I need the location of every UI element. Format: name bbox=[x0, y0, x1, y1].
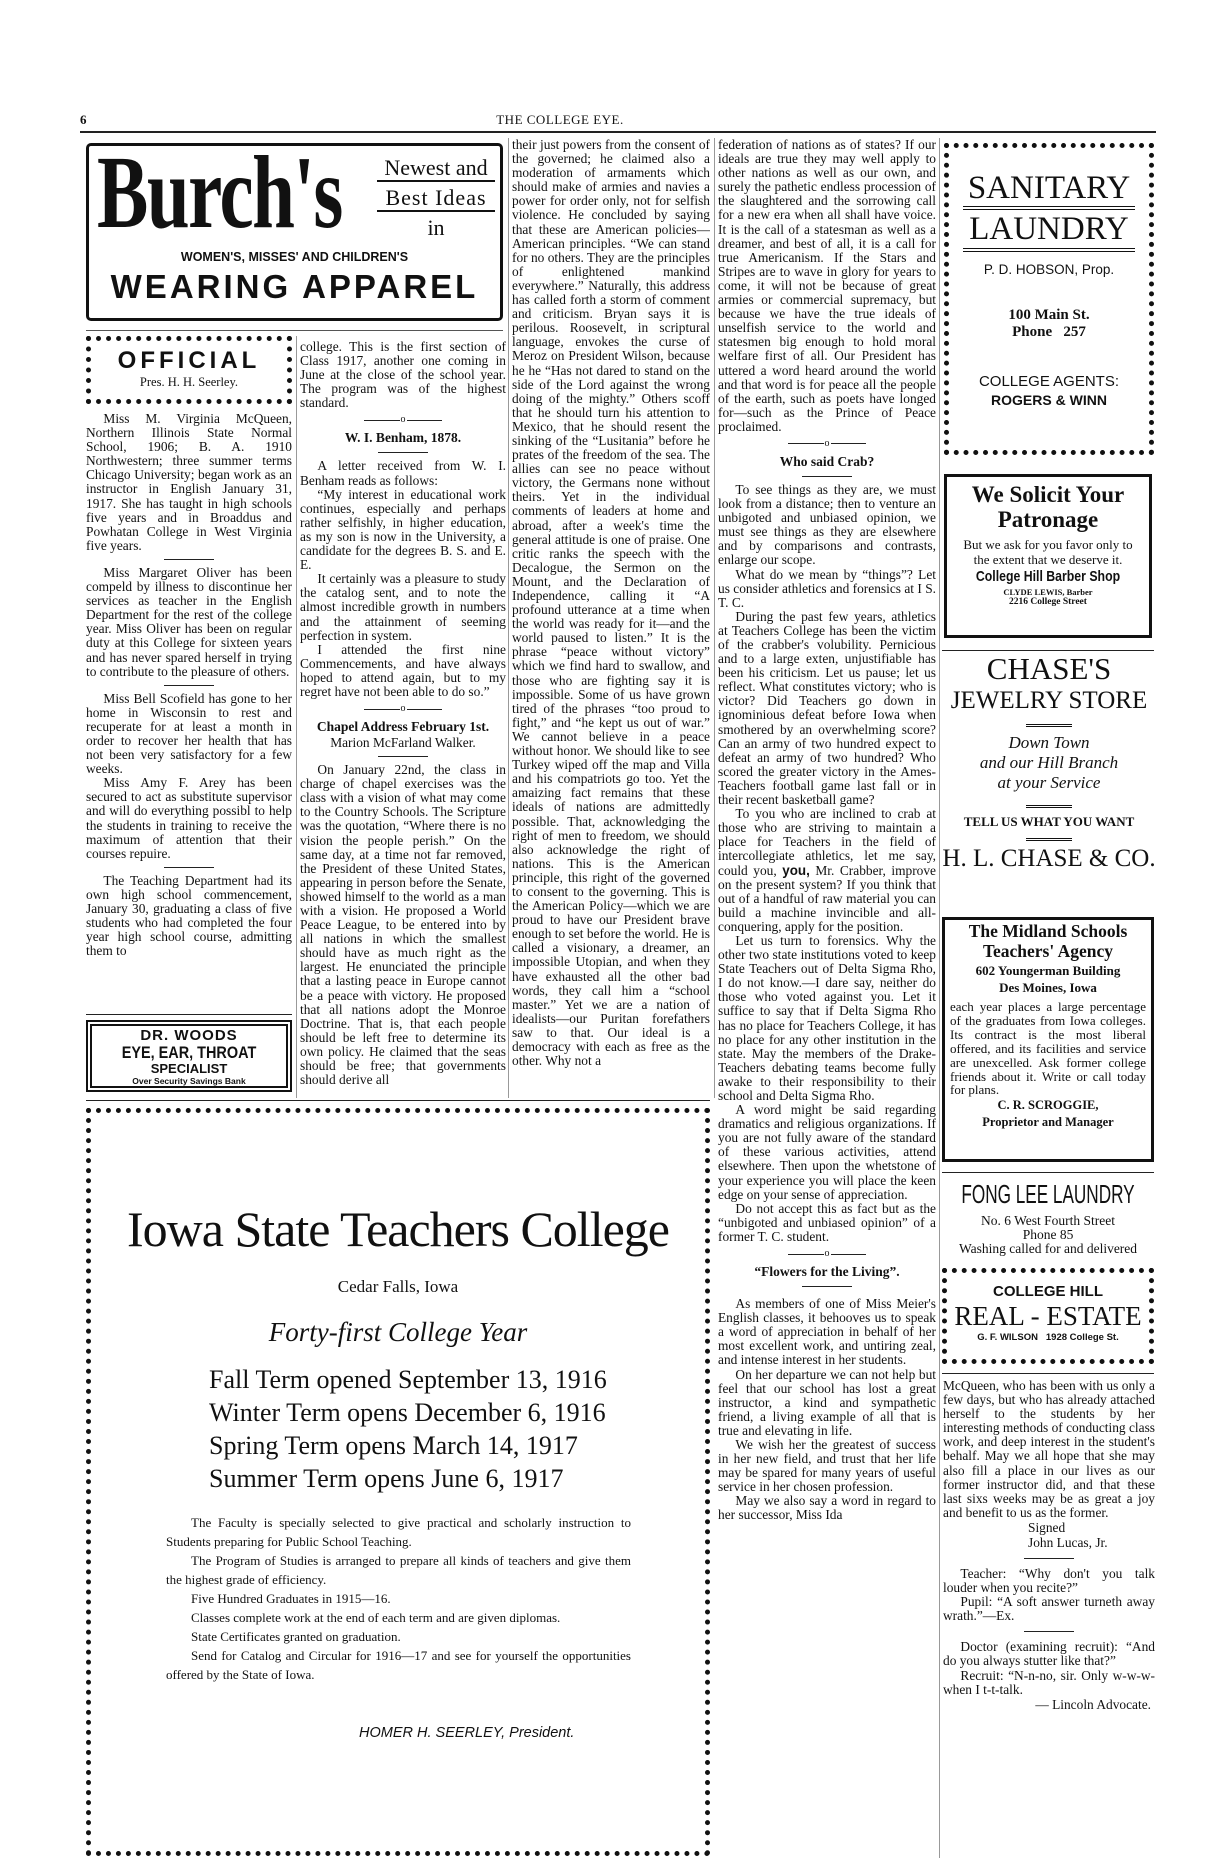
section-rule bbox=[942, 1172, 1154, 1173]
realestate-line1: COLLEGE HILL bbox=[993, 1283, 1103, 1300]
crab-p1: To see things as they are, we must look from a distance; then to venture an unbigoted and unbiased opinion, we must see things as they are elsewhere and by comparisons and contrasts, enlarge our scope. bbox=[718, 481, 936, 568]
iowa-graduates: Five Hundred Graduates in 1915—16. bbox=[191, 1591, 391, 1606]
official-box bbox=[86, 336, 292, 404]
page-number: 6 bbox=[80, 112, 87, 127]
divider bbox=[1026, 805, 1072, 808]
barber-name: CLYDE LEWIS, Barber bbox=[1003, 587, 1093, 597]
term-fall: Fall Term opened September 13, 1916 bbox=[209, 1365, 607, 1394]
flowers-p3: We wish her the greatest of success in her new field, and trust that her life may be spared for many years of useful service in her chosen profession. bbox=[718, 1436, 936, 1495]
column-rule bbox=[714, 138, 715, 1098]
burchs-tag-in: in bbox=[427, 215, 445, 240]
realestate-address: 1928 College St. bbox=[1045, 1332, 1119, 1343]
chase-tag3: at your Service bbox=[997, 773, 1101, 792]
woods-title: SPECIALIST bbox=[150, 1061, 228, 1076]
article-arey: Miss Amy F. Arey has been secured to act as substitute supervisor and will do everything possibl to help the students in training to receive the maximum of attention that their courses repuire. bbox=[86, 775, 292, 861]
chase-tag1: Down Town bbox=[1008, 733, 1090, 752]
section-rule bbox=[86, 1014, 292, 1015]
iowa-faculty: The Faculty is specially selected to give practical and scholarly instruction to Students preparing for Public School Teaching. bbox=[166, 1515, 631, 1549]
barber-title2: Patronage bbox=[997, 507, 1099, 532]
column-4 bbox=[718, 138, 936, 1858]
burchs-line1: WOMEN'S, MISSES' AND CHILDREN'S bbox=[180, 250, 409, 264]
column-2 bbox=[300, 340, 506, 1098]
signer-name: John Lucas, Jr. bbox=[1028, 1534, 1108, 1550]
fong-note: Washing called for and delivered bbox=[958, 1241, 1138, 1256]
iowa-classes: Classes complete work at the end of each term and are given diplomas. bbox=[191, 1610, 561, 1625]
heading-chapel-address: Chapel Address February 1st. bbox=[316, 719, 490, 735]
column-rule bbox=[508, 138, 509, 1098]
chase-cta: TELL US WHAT YOU WANT bbox=[963, 814, 1135, 829]
divider bbox=[1026, 838, 1072, 841]
divider: o bbox=[787, 439, 867, 449]
burchs-tag-newest: Newest and bbox=[377, 156, 495, 182]
iowa-program: The Program of Studies is arranged to prepare all kinds of teachers and give them the highest grade of efficiency. bbox=[166, 1553, 631, 1587]
iowa-year: Forty-first College Year bbox=[268, 1317, 528, 1347]
chapel-address-continued: their just powers from the consent of the governed; he claimed also a moderation of armaments which should make of armies and navies a power for order only, not for selfish violence. He concluded by saying that these are American policies—American principles. “We can stand for no others. They are the principles of enlightened mankind everywhere.” Naturally, this address has called forth a storm of comment and criticism. Bryan says it is perilous. Roosevelt, in scriptural language, envokes the curse of Meroz on President Wilson, because he he “Has not dared to stand on the side of the Lord against the wrong doing of the mighty.” Others scoff that he should turn his attention to Mexico, that he should resent the sinking of the “Lusitania” before he prates of the freedom of the sea. The allies can see no peace without victory, the Germans none without theirs. Yet in the individual comments of leaders at home and abroad, after a week's time the general attitude is one of praise. One critic ranks the speech with the Decalogue, the Sermon on the Mount, and the Declaration of Independence, calling it “A profound utterance at a time when the world was ready for it—and the world paused to listen.” It is the phrase “peace without victory” which we find hard to swallow, and those who are fighting say it is impossible. Some of us have grown tired of the phrases “too proud to fight,” and “he kept us out of war.” We cannot believe in a peace without honor. We should like to see Turkey wiped off the map and Villa and his compatriots go too. Yet the amaizing fact remains that these ideals of nations are admittedly possible. That, acknowledging the right of men to freedom, we should also acknowledge the right of nations. This is the American principle, this right of the governed to consent to the governing. This is the American Policy—which we are proud to have our President brave enough to set before the world. He is called a visionary, a dreamer, an impossible Utopian, and when they have exhausted all the other bad words, they call him a “school master.” Yet we are a nation of idealists—our Puritan forefathers saw to that. Our ideal is a democracy with each as free as the other. Why not a bbox=[512, 138, 710, 1069]
divider bbox=[378, 452, 428, 453]
chapel-address-body: On January 22nd, the class in charge of chapel exercises was the class with a vision of what may come to the Country Schools. The Scripture was the quotation, “Where there is no vision the people perish.” On the same day, at a time not far removed, the President of these United States, appearing in person before the Senate, showed himself to the world as a man with a vision. He proposed a World Peace League, to be entered into by all nations in which the smallest should have as much right as the largest. He enunciated the principle that a lasting peace in Europe cannot be a peace with victory. He proposed that all nations adopt the Monroe Doctrine. That is, that each people should be left free to determine its own policy. He claimed that the seas should be free; that governments should derive all bbox=[300, 762, 506, 1088]
benham-letter-p2: It certainly was a pleasure to study the catalog sent, and to note the almost incredible growth in numbers and the attainment of seeming perfection in system. bbox=[300, 571, 506, 643]
laundry-agents: ROGERS & WINN bbox=[991, 392, 1107, 408]
divider: o bbox=[787, 1249, 867, 1259]
barber-title1: We Solicit Your bbox=[971, 482, 1125, 507]
realestate-line2: REAL - ESTATE bbox=[954, 1301, 1142, 1331]
masthead-title: THE COLLEGE EYE. bbox=[496, 112, 624, 127]
iowa-paragraphs bbox=[166, 1513, 631, 1713]
iowa-signature: HOMER H. SEERLEY, President. bbox=[359, 1725, 575, 1741]
fong-lee-laundry-ad bbox=[940, 1178, 1156, 1256]
divider bbox=[802, 476, 852, 477]
woods-name: DR. WOODS bbox=[140, 1027, 238, 1044]
column-1 bbox=[86, 412, 292, 1014]
flowers-p1: As members of one of Miss Meier's English classes, it behooves us to speak a word of appreciation in behalf of her most excellent work, and untiring zeal, and intense interest in her students. bbox=[718, 1296, 936, 1368]
chase-tag2: and our Hill Branch bbox=[979, 753, 1119, 772]
column-rule bbox=[939, 138, 940, 1858]
term-spring: Spring Term opens March 14, 1917 bbox=[209, 1431, 578, 1460]
joke2-line2: Recruit: “N-n-no, sir. Only w-w-w-when I t-t-talk. bbox=[943, 1667, 1155, 1697]
crab-p2: What do we mean by “things”? Let us consider athletics and forensics at I S. T. C. bbox=[718, 566, 936, 610]
fong-phone: Phone 85 bbox=[1022, 1227, 1074, 1242]
barber-shop-ad bbox=[944, 474, 1152, 638]
iowa-certificates: State Certificates granted on graduation. bbox=[191, 1629, 401, 1644]
section-rule bbox=[942, 1373, 1154, 1374]
divider: o bbox=[363, 704, 443, 714]
section-rule bbox=[86, 1100, 710, 1101]
chase-line2: JEWELRY STORE bbox=[950, 687, 1148, 714]
divider bbox=[1024, 1558, 1074, 1559]
article-mcqueen: Miss M. Virginia McQueen, Northern Illinois State Normal School, 1906; B. A. 1910 Northwestern; three summer terms Chicago University; began work as an instructor in English January 31, 1917. She has taught in high schools five years and in Broaddus and Powhatan College in West Virginia five years. bbox=[86, 412, 292, 553]
heading-benham: W. I. Benham, 1878. bbox=[344, 430, 462, 446]
article-teaching-dept: The Teaching Department had its own high school commencement, January 30, graduating a class of five students who had completed the four year high school course, admitting them to bbox=[86, 872, 292, 959]
iowa-title: Iowa State Teachers College bbox=[127, 1201, 669, 1257]
dr-woods-ad bbox=[86, 1020, 292, 1092]
crab-p4 bbox=[718, 807, 936, 934]
benham-letter-p1: “My interest in educational work continues, especially and perhaps rather selfishly, in higher education, as my son is now in the University, a candidate for the degrees B. S. and E. E. bbox=[300, 486, 506, 573]
midland-title1: The Midland Schools bbox=[968, 921, 1128, 941]
woods-specialty: EYE, EAR, THROAT bbox=[121, 1043, 257, 1062]
burchs-tag-best: Best Ideas bbox=[377, 186, 495, 212]
divider bbox=[1026, 724, 1072, 727]
joke1-line1: Teacher: “Why don't you talk louder when you recite?” bbox=[943, 1565, 1155, 1596]
iowa-state-teachers-college-ad bbox=[86, 1108, 710, 1856]
divider bbox=[378, 756, 428, 757]
flowers-p2: On her departure we can not help but feel that our school has lost a great instructor, a kind and sympathetic friend, a living example of all that is true and elevating in life. bbox=[718, 1366, 936, 1438]
burchs-line2: WEARING APPAREL bbox=[110, 268, 479, 305]
barber-body: But we ask for you favor only to the extent that we deserve it. bbox=[963, 537, 1133, 567]
laundry-agents-label: COLLEGE AGENTS: bbox=[978, 373, 1120, 390]
heading-who-said-crab: Who said Crab? bbox=[779, 453, 875, 469]
divider bbox=[802, 1286, 852, 1287]
iowa-location: Cedar Falls, Iowa bbox=[337, 1277, 459, 1296]
real-estate-ad bbox=[942, 1268, 1154, 1364]
midland-title2: Teachers' Agency bbox=[982, 941, 1114, 961]
iowa-terms bbox=[209, 1363, 607, 1495]
chase-company: H. L. CHASE & CO. bbox=[942, 845, 1156, 872]
joke2-line1: Doctor (examining recruit): “And do you always stutter like that?” bbox=[943, 1639, 1155, 1669]
flowers-continued: McQueen, who has been with us only a few days, but who has already attached herself to the students by her interesting methods of conducting class work, and deep interest in the student's behalf. May we all hope that she may also fill a place in our lives as our former instructor did, and that these last sixs weeks may be as great a joy and benefit to us as the former. bbox=[943, 1379, 1155, 1520]
midland-address1: 602 Youngerman Building bbox=[975, 963, 1121, 978]
term-summer: Summer Term opens June 6, 1917 bbox=[209, 1464, 564, 1493]
article-oliver: Miss Margaret Oliver has been compeld by illness to discontinue her services as teacher in the English Department for the rest of the college year. Miss Oliver has been on regular duty at this College for sixteen years and has never spared herself in trying to contribute to the pleasure of others. bbox=[86, 564, 292, 679]
divider bbox=[164, 559, 214, 560]
crab-p5: Let us turn to forensics. Why the other two state institutions voted to keep State Teachers out of Delta Sigma Rho, I do not know.—I dare say, neither do those who voted against you. Let it suffice to say that if Delta Sigma Rho has no place for Teachers College, it has no place for any other institution in the state. May the members of the Drake-Teachers debating teams become fully awake to their responsibility to their school and Delta Sigma Rho. bbox=[718, 932, 936, 1103]
column-5 bbox=[943, 1379, 1155, 1759]
column-3 bbox=[512, 138, 710, 1098]
laundry-line2: LAUNDRY bbox=[963, 210, 1135, 252]
crab-p7: Do not accept this as fact but as the “unbigoted and unbiased opinion” of a former T. C. student. bbox=[718, 1200, 936, 1244]
barber-shop-name: College Hill Barber Shop bbox=[975, 568, 1121, 585]
iowa-catalog: Send for Catalog and Circular for 1916—17 and see for yourself the opportunities offered by the State of Iowa. bbox=[166, 1648, 631, 1682]
midland-body: each year places a large percentage of the graduates from Iowa colleges. Its contract is the most liberal offered, and its facilities and service are unexcelled. Ask former college friends about it. Write or call today for plans. bbox=[950, 999, 1146, 1098]
crab-p3: During the past few years, athletics at Teachers College has been the victim of the crabber's volubility. Pernicious and to a large exten, unjustifiable has been his criticism. Let us pause; let us reflect. What constitutes victory; who is victor? Did Teachers go down in ignominious defeat before Iowa when smothered by an overwhelming score? Can an army of two hundred expect to defeat an army of two hundred? Who scored the greater victory in the Ames-Teachers football game last fall or in their recent basketball game? bbox=[718, 608, 936, 808]
midland-agency-ad bbox=[942, 917, 1154, 1162]
fong-address: No. 6 West Fourth Street bbox=[980, 1213, 1116, 1228]
signed-label: Signed bbox=[1028, 1519, 1066, 1535]
divider bbox=[164, 685, 214, 686]
header-rule bbox=[80, 131, 1156, 133]
midland-owner-title: Proprietor and Manager bbox=[982, 1115, 1114, 1130]
divider bbox=[1024, 1631, 1074, 1632]
term-winter: Winter Term opens December 6, 1916 bbox=[209, 1398, 606, 1427]
column-rule bbox=[296, 336, 297, 1098]
chase-line1: CHASE'S bbox=[986, 651, 1112, 686]
burchs-ad bbox=[86, 135, 503, 321]
laundry-address: 100 Main St. bbox=[1008, 307, 1090, 323]
heading-flowers-for-living: “Flowers for the Living”. bbox=[754, 1264, 900, 1280]
barber-address: 2216 College Street bbox=[1009, 597, 1087, 607]
benham-letter-p3: I attended the first nine Commencements, and have always hoped to attend again, but to my regret have not been able to do so.” bbox=[300, 641, 506, 699]
realestate-owner: G. F. WILSON bbox=[977, 1332, 1038, 1343]
midland-owner: C. R. SCROGGIE, bbox=[997, 1098, 1099, 1113]
crab-p4-text: To you who are inclined to crab at those who are striving to maintain a place for Teachers in the field of intercollegiate athletics, let me say, could you, bbox=[718, 806, 936, 878]
laundry-phone: Phone 257 bbox=[1012, 324, 1086, 340]
benham-letter-intro: A letter received from W. I. Benham reads as follows: bbox=[300, 458, 506, 488]
joke2-source: — Lincoln Advocate. bbox=[1035, 1696, 1151, 1712]
article-scofield: Miss Bell Scofield has gone to her home in Wisconsin to rest and recuperate for at least a month in order to recover her health that has not been very satisfactory for a few weeks. bbox=[86, 690, 292, 777]
woods-address: Over Security Savings Bank bbox=[132, 1076, 246, 1086]
crab-p4-text: Mr. Crabber, improve on the present system? If you think that out of a handful of raw material you can build a machine invincible and all-conquering, apply for the position. bbox=[718, 862, 936, 934]
chapel-address-conclusion: federation of nations as of states? If our ideals are true they may well apply to other nations as well as our own, and surely the pathetic endless procession of the slaughtered and the sorrowing call for a new era when all shall have voice. It is the call of a statesman as well as a dreamer, and best of all, it is a call for true Americanism. If the Stars and Stripes are to wave in glory for years to come, it will not be because of great armies or commercial supremacy, but because we have the true ideals of unselfish service to the world and statesmen big enough to hold moral welfare first of all. Our President has uttered a word heard around the world and that word is for peace all the people of the earth, such as poets have longed for—such as the Prince of Peace proclaimed. bbox=[718, 138, 936, 434]
laundry-line1: SANITARY bbox=[963, 170, 1135, 210]
chapel-byline: Marion McFarland Walker. bbox=[330, 735, 476, 751]
laundry-proprietor: P. D. HOBSON, Prop. bbox=[983, 262, 1115, 277]
section-rule bbox=[86, 330, 503, 331]
official-title: OFFICIAL bbox=[117, 347, 261, 374]
sanitary-laundry-ad bbox=[944, 143, 1154, 455]
chase-jewelry-ad bbox=[940, 652, 1158, 890]
article-class-1917: college. This is the first section of Class 1917, another one coming in June at the close of the school year. The program was of the highest standard. bbox=[300, 340, 506, 411]
midland-address2: Des Moines, Iowa bbox=[999, 980, 1097, 995]
crab-p6: A word might be said regarding dramatics and religious organizations. If you are not fully aware of the standard of these various activities, attend elsewhere. Then upon the whetstone of your experience you will place the keen edge on your sense of appreciation. bbox=[718, 1102, 936, 1202]
divider bbox=[164, 867, 214, 868]
joke1-line2: Pupil: “A soft answer turneth away wrath.”—Ex. bbox=[943, 1594, 1155, 1624]
flowers-p4: May we also say a word in regard to her successor, Miss Ida bbox=[718, 1493, 936, 1523]
fong-title: FONG LEE LAUNDRY bbox=[961, 1179, 1135, 1209]
crab-p4-emphasis: you, bbox=[782, 862, 810, 878]
burchs-name: Burch's bbox=[97, 135, 342, 250]
official-subtitle: Pres. H. H. Seerley. bbox=[139, 375, 239, 389]
divider: o bbox=[363, 415, 443, 425]
